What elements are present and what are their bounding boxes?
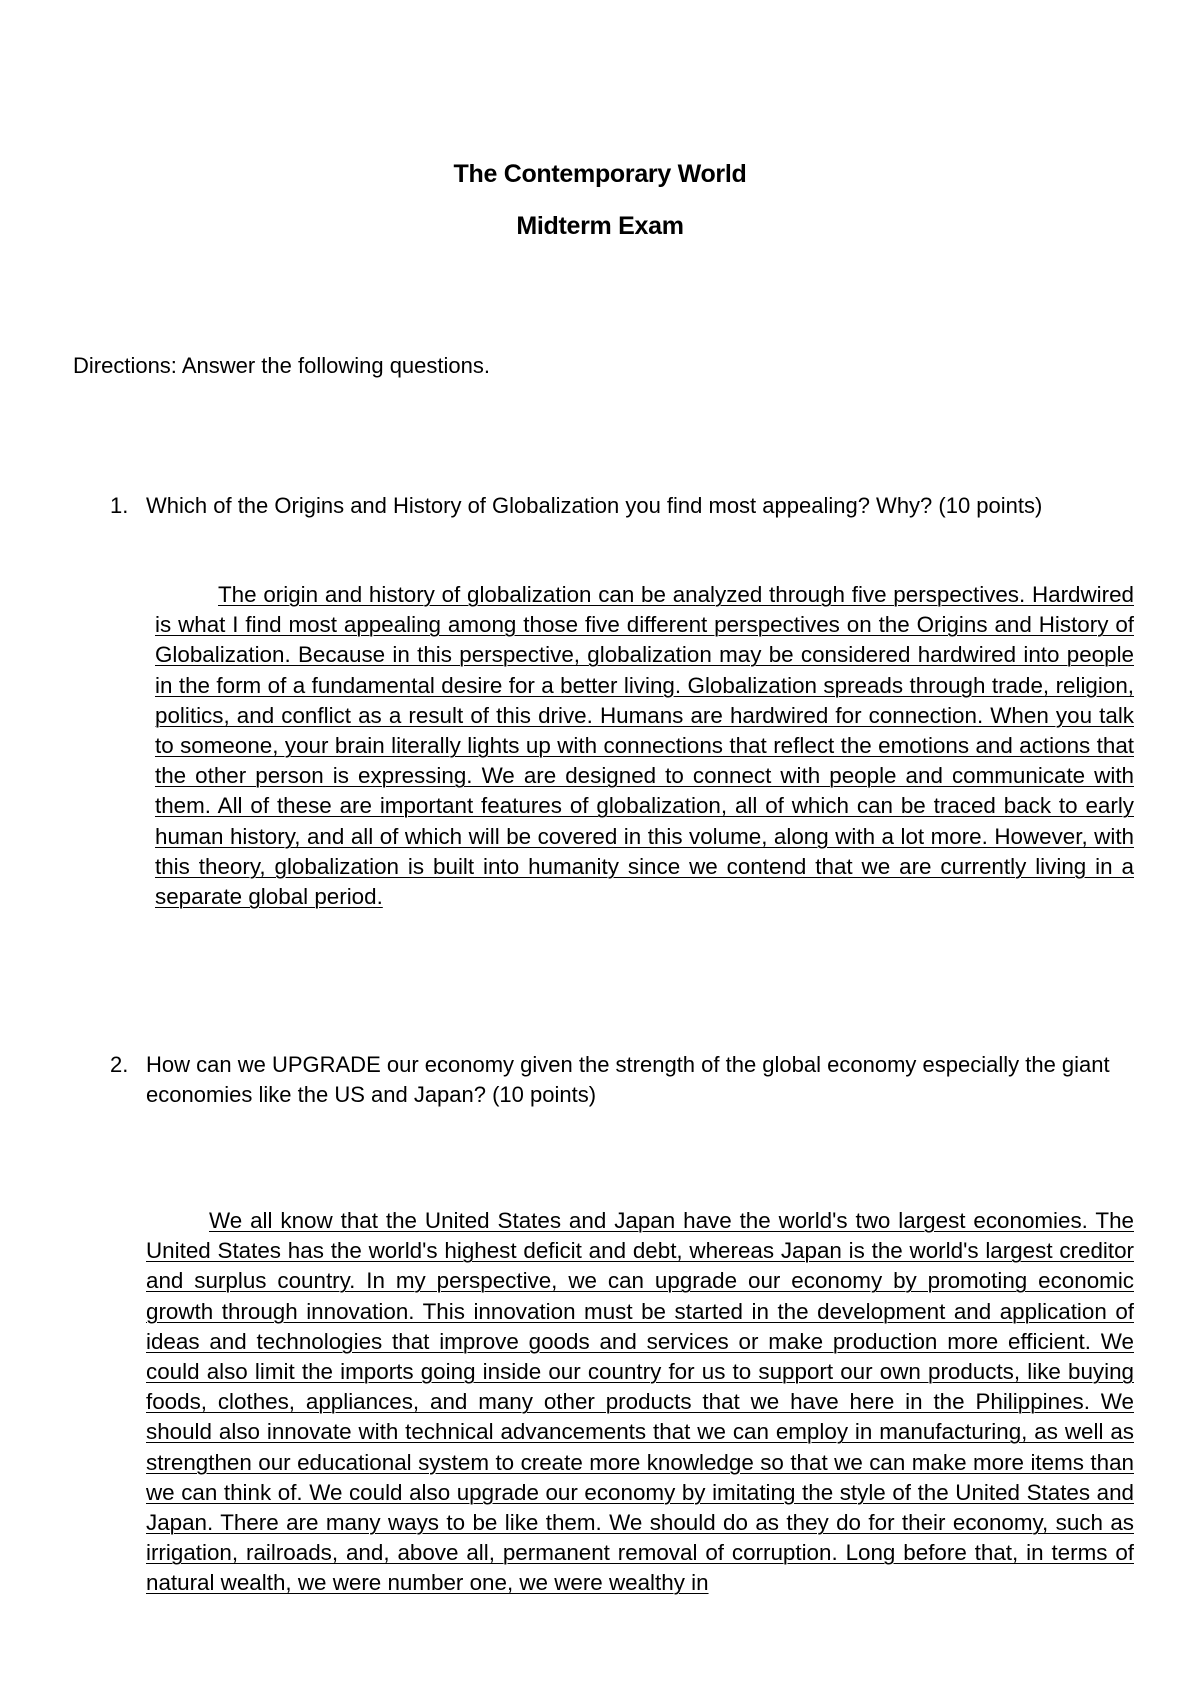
document-title: The Contemporary World (453, 160, 747, 188)
question-1 (110, 491, 1110, 521)
directions-text: Directions: Answer the following questions. (73, 353, 490, 378)
question-2 (110, 1050, 1110, 1110)
document-subtitle: Midterm Exam (516, 212, 684, 240)
question-text: How can we UPGRADE our economy given the strength of the global economy especially the giant economies like the US and Japan? (10 points) (146, 1052, 1110, 1107)
question-number: 1. (110, 493, 129, 518)
question-text: Which of the Origins and History of Globalization you find most appealing? Why? (10 points) (146, 493, 1043, 518)
answer-1: The origin and history of globalization can be analyzed through five perspectives. Hardwired is what I find most appealing among those five different perspectives on the Origins and History of Globalization. Because in this perspective, globalization may be considered hardwired into people in the form of a fundamental desire for a better living. Globalization spreads through trade, religion, politics, and conflict as a result of this drive. Humans are hardwired for connection. When you talk to someone, your brain literally lights up with connections that reflect the emotions and actions that the other person is expressing. We are designed to connect with people and communicate with them. All of these are important features of globalization, all of which can be traced back to early human history, and all of which will be covered in this volume, along with a lot more. However, with this theory, globalization is built into humanity since we contend that we are currently living in a separate global period. (155, 582, 1134, 910)
answer-2: We all know that the United States and Japan have the world's two largest economies. The United States has the world's highest deficit and debt, whereas Japan is the world's largest creditor and surplus country. In my perspective, we can upgrade our economy by promoting economic growth through innovation. This innovation must be started in the development and application of ideas and technologies that improve goods and services or make production more efficient. We could also limit the imports going inside our country for us to support our own products, like buying foods, clothes, appliances, and many other products that we have here in the Philippines. We should also innovate with technical advancements that we can employ in manufacturing, as well as strengthen our educational system to create more knowledge so that we can make more items than we can think of. We could also upgrade our economy by imitating the style of the United States and Japan. There are many ways to be like them. We should do as they do for their economy, such as irrigation, railroads, and, above all, permanent removal of corruption. Long before that, in terms of natural wealth, we were number one, we were wealthy in (146, 1208, 1134, 1596)
question-number: 2. (110, 1052, 129, 1077)
